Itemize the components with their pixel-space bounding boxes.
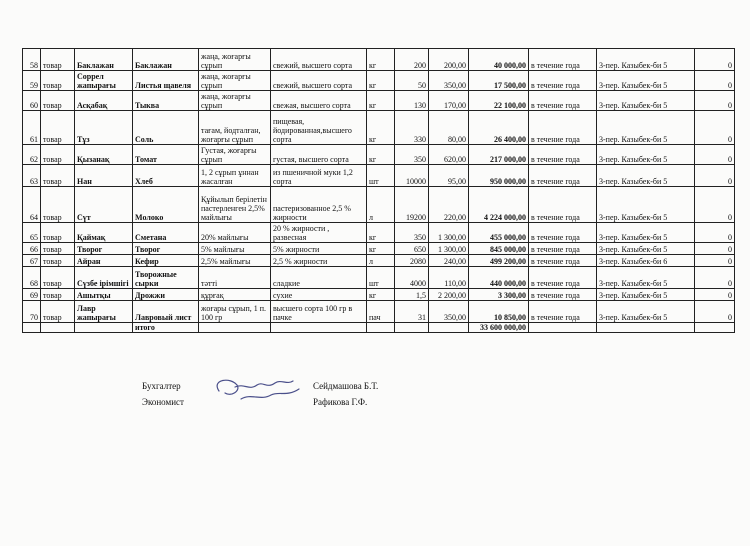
grade-kz: Густая, жоғарғы сұрып	[199, 145, 271, 165]
grade-ru: 20 % жирности , развесная	[271, 223, 367, 243]
grade-ru: сладкие	[271, 267, 367, 289]
sum: 40 000,00	[469, 49, 529, 71]
item-type: товар	[41, 111, 75, 145]
economist-title: Экономист	[142, 397, 184, 407]
row-number: 66	[23, 243, 41, 255]
name-ru: Тыква	[133, 91, 199, 111]
address: 3-пер. Казыбек-би 5	[597, 223, 695, 243]
sum: 10 850,00	[469, 301, 529, 323]
grade-kz: жаңа, жоғарғы сұрып	[199, 49, 271, 71]
sum: 17 500,00	[469, 71, 529, 91]
total-label: итого	[133, 323, 199, 333]
zero-col: 0	[695, 145, 735, 165]
name-ru: Листья щавеля	[133, 71, 199, 91]
name-kz: Сүт	[75, 187, 133, 223]
name-ru: Баклажан	[133, 49, 199, 71]
quantity: 350	[395, 145, 429, 165]
table-row	[23, 111, 735, 145]
grade-ru: сухие	[271, 289, 367, 301]
table-row	[23, 301, 735, 323]
table-row	[23, 267, 735, 289]
grade-ru: высшего сорта 100 гр в пачке	[271, 301, 367, 323]
name-kz: Айран	[75, 255, 133, 267]
sum: 26 400,00	[469, 111, 529, 145]
zero-col: 0	[695, 71, 735, 91]
name-kz: Ашытқы	[75, 289, 133, 301]
unit: л	[367, 255, 395, 267]
delivery-term: в течение года	[529, 187, 597, 223]
address: 3-пер. Казыбек-би 5	[597, 49, 695, 71]
item-type: товар	[41, 71, 75, 91]
grade-kz: Құйылып берілетін пастерленген 2,5% майлығы	[199, 187, 271, 223]
address: 3-пер. Казыбек-би 5	[597, 301, 695, 323]
item-type: товар	[41, 187, 75, 223]
grade-ru: 5% жирности	[271, 243, 367, 255]
address: 3-пер. Казыбек-би 5	[597, 243, 695, 255]
table-row	[23, 187, 735, 223]
name-kz: Қызанақ	[75, 145, 133, 165]
address: 3-пер. Казыбек-би 5	[597, 289, 695, 301]
sum: 845 000,00	[469, 243, 529, 255]
price: 220,00	[429, 187, 469, 223]
delivery-term: в течение года	[529, 301, 597, 323]
grade-kz: тәтті	[199, 267, 271, 289]
row-number: 68	[23, 267, 41, 289]
zero-col: 0	[695, 255, 735, 267]
grade-ru: 2,5 % жирности	[271, 255, 367, 267]
item-type: товар	[41, 301, 75, 323]
zero-col: 0	[695, 49, 735, 71]
row-number: 58	[23, 49, 41, 71]
procurement-table	[22, 48, 735, 333]
address: 3-пер. Казыбек-би 5	[597, 91, 695, 111]
delivery-term: в течение года	[529, 289, 597, 301]
delivery-term: в течение года	[529, 267, 597, 289]
grade-kz: жаңа, жоғарғы сұрып	[199, 71, 271, 91]
quantity: 31	[395, 301, 429, 323]
zero-col: 0	[695, 187, 735, 223]
price: 620,00	[429, 145, 469, 165]
grade-kz: 2,5% майлығы	[199, 255, 271, 267]
unit: кг	[367, 111, 395, 145]
unit: л	[367, 187, 395, 223]
grade-ru: густая, высшего сорта	[271, 145, 367, 165]
grade-ru: пищевая, йодированная,высшего сорта	[271, 111, 367, 145]
address: 3-пер. Казыбек-би 5	[597, 111, 695, 145]
name-kz: Баклажан	[75, 49, 133, 71]
sum: 4 224 000,00	[469, 187, 529, 223]
row-number: 61	[23, 111, 41, 145]
zero-col: 0	[695, 223, 735, 243]
unit: кг	[367, 243, 395, 255]
price: 80,00	[429, 111, 469, 145]
name-ru: Хлеб	[133, 165, 199, 187]
grade-ru: свежая, высшего сорта	[271, 91, 367, 111]
grade-ru: свежий, высшего сорта	[271, 49, 367, 71]
address: 3-пер. Казыбек-би 5	[597, 71, 695, 91]
grade-kz: 20% майлығы	[199, 223, 271, 243]
quantity: 350	[395, 223, 429, 243]
name-ru: Сметана	[133, 223, 199, 243]
zero-col: 0	[695, 111, 735, 145]
row-number: 65	[23, 223, 41, 243]
name-ru: Дрожжи	[133, 289, 199, 301]
delivery-term: в течение года	[529, 91, 597, 111]
sum: 3 300,00	[469, 289, 529, 301]
price: 110,00	[429, 267, 469, 289]
quantity: 130	[395, 91, 429, 111]
unit: кг	[367, 71, 395, 91]
quantity: 50	[395, 71, 429, 91]
item-type: товар	[41, 255, 75, 267]
row-number: 64	[23, 187, 41, 223]
name-kz: Тұз	[75, 111, 133, 145]
price: 170,00	[429, 91, 469, 111]
economist-name: Рафикова Г.Ф.	[313, 397, 368, 407]
address: 3-пер. Казыбек-би 5	[597, 145, 695, 165]
delivery-term: в течение года	[529, 71, 597, 91]
delivery-term: в течение года	[529, 49, 597, 71]
quantity: 4000	[395, 267, 429, 289]
table-row	[23, 165, 735, 187]
name-kz: Асқабақ	[75, 91, 133, 111]
table-row	[23, 71, 735, 91]
price: 350,00	[429, 301, 469, 323]
grade-ru: пастеризованное 2,5 % жирности	[271, 187, 367, 223]
name-kz: Нан	[75, 165, 133, 187]
unit: шт	[367, 165, 395, 187]
unit: шт	[367, 267, 395, 289]
quantity: 2080	[395, 255, 429, 267]
delivery-term: в течение года	[529, 223, 597, 243]
item-type: товар	[41, 91, 75, 111]
table-row	[23, 145, 735, 165]
name-ru: Лавровый лист	[133, 301, 199, 323]
delivery-term: в течение года	[529, 243, 597, 255]
unit: кг	[367, 49, 395, 71]
unit: пач	[367, 301, 395, 323]
accountant-title: Бухгалтер	[142, 381, 181, 391]
name-ru: Творожные сырки	[133, 267, 199, 289]
accountant-name: Сейдмашова Б.Т.	[313, 381, 379, 391]
sum: 22 100,00	[469, 91, 529, 111]
grade-ru: из пшеничной муки 1,2 сорта	[271, 165, 367, 187]
item-type: товар	[41, 165, 75, 187]
row-number: 67	[23, 255, 41, 267]
sum: 950 000,00	[469, 165, 529, 187]
sum: 499 200,00	[469, 255, 529, 267]
zero-col: 0	[695, 165, 735, 187]
sum: 455 000,00	[469, 223, 529, 243]
table-row	[23, 91, 735, 111]
name-kz: Соррел жапырағы	[75, 71, 133, 91]
address: 3-пер. Казыбек-би 5	[597, 187, 695, 223]
row-number: 59	[23, 71, 41, 91]
delivery-term: в течение года	[529, 145, 597, 165]
table-row	[23, 49, 735, 71]
grade-kz: құрғақ	[199, 289, 271, 301]
name-ru: Творог	[133, 243, 199, 255]
name-kz: Қаймақ	[75, 223, 133, 243]
row-number: 70	[23, 301, 41, 323]
grade-kz: тағам, йодталған, жоғарғы сұрып	[199, 111, 271, 145]
quantity: 19200	[395, 187, 429, 223]
price: 240,00	[429, 255, 469, 267]
grade-kz: жоғары сұрып, 1 п. 100 гр	[199, 301, 271, 323]
name-kz: Лавр жапырағы	[75, 301, 133, 323]
name-ru: Томат	[133, 145, 199, 165]
sum: 440 000,00	[469, 267, 529, 289]
grade-ru: свежий, высшего сорта	[271, 71, 367, 91]
name-ru: Молоко	[133, 187, 199, 223]
grade-kz: 5% майлығы	[199, 243, 271, 255]
table-row	[23, 255, 735, 267]
price: 200,00	[429, 49, 469, 71]
zero-col: 0	[695, 289, 735, 301]
delivery-term: в течение года	[529, 165, 597, 187]
item-type: товар	[41, 289, 75, 301]
row-number: 62	[23, 145, 41, 165]
item-type: товар	[41, 267, 75, 289]
item-type: товар	[41, 243, 75, 255]
grade-kz: жаңа, жоғарғы сұрып	[199, 91, 271, 111]
sum: 217 000,00	[469, 145, 529, 165]
zero-col: 0	[695, 243, 735, 255]
handwritten-signature	[205, 375, 305, 405]
quantity: 1,5	[395, 289, 429, 301]
unit: кг	[367, 289, 395, 301]
price: 2 200,00	[429, 289, 469, 301]
unit: кг	[367, 145, 395, 165]
name-ru: Соль	[133, 111, 199, 145]
table-row	[23, 243, 735, 255]
price: 95,00	[429, 165, 469, 187]
row-number: 60	[23, 91, 41, 111]
price: 350,00	[429, 71, 469, 91]
delivery-term: в течение года	[529, 111, 597, 145]
row-number: 63	[23, 165, 41, 187]
total-row	[23, 323, 735, 333]
item-type: товар	[41, 49, 75, 71]
zero-col: 0	[695, 267, 735, 289]
name-kz: Творог	[75, 243, 133, 255]
grade-kz: 1, 2 сұрып ұннан жасалған	[199, 165, 271, 187]
name-ru: Кефир	[133, 255, 199, 267]
item-type: товар	[41, 223, 75, 243]
item-type: товар	[41, 145, 75, 165]
quantity: 200	[395, 49, 429, 71]
table-row	[23, 223, 735, 243]
quantity: 10000	[395, 165, 429, 187]
zero-col: 0	[695, 91, 735, 111]
price: 1 300,00	[429, 223, 469, 243]
delivery-term: в течение года	[529, 255, 597, 267]
zero-col: 0	[695, 301, 735, 323]
unit: кг	[367, 91, 395, 111]
address: 3-пер. Казыбек-би 5	[597, 267, 695, 289]
price: 1 300,00	[429, 243, 469, 255]
address: 3-пер. Казыбек-би 6	[597, 255, 695, 267]
address: 3-пер. Казыбек-би 5	[597, 165, 695, 187]
quantity: 330	[395, 111, 429, 145]
name-kz: Сүзбе ірімшігі	[75, 267, 133, 289]
row-number: 69	[23, 289, 41, 301]
quantity: 650	[395, 243, 429, 255]
total-sum: 33 600 000,00	[469, 323, 529, 333]
table-row	[23, 289, 735, 301]
unit: кг	[367, 223, 395, 243]
